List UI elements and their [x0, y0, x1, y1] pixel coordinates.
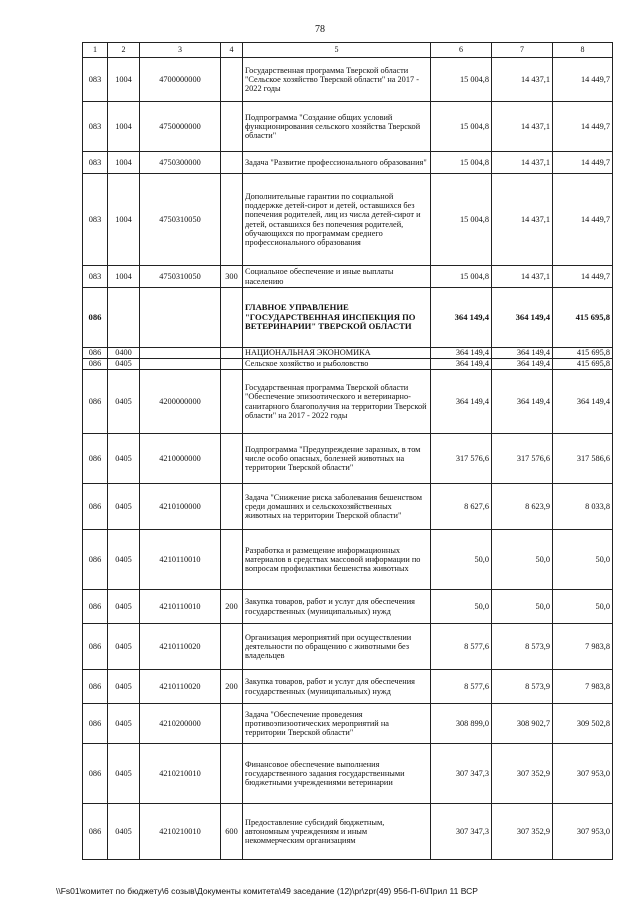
- table-row: [83, 484, 613, 530]
- column-header: 6: [431, 43, 492, 58]
- amount-col8-cell: 7 983,8: [553, 670, 613, 704]
- admin-code-cell: 083: [83, 266, 108, 288]
- section-code-cell: 0405: [108, 744, 140, 804]
- amount-col6-cell: 364 149,4: [431, 288, 492, 348]
- amount-col8-cell: 307 953,0: [553, 744, 613, 804]
- expense-type-cell: 600: [221, 804, 243, 860]
- description-cell: Государственная программа Тверской области "Сельское хозяйство Тверской области" на 2017 - 2022 годы: [243, 58, 431, 102]
- table-row: [83, 288, 613, 348]
- amount-col7-cell: 14 437,1: [492, 174, 553, 266]
- description-cell: Сельское хозяйство и рыболовство: [243, 359, 431, 370]
- description-cell: Задача "Развитие профессионального образования": [243, 152, 431, 174]
- amount-col8-cell: 364 149,4: [553, 370, 613, 434]
- expense-type-cell: [221, 704, 243, 744]
- amount-col6-cell: 8 577,6: [431, 624, 492, 670]
- description-cell: Разработка и размещение информационных материалов в средствах массовой информации по вопросам профилактики бешенства животных: [243, 530, 431, 590]
- target-article-cell: 4210110010: [140, 590, 221, 624]
- target-article-cell: [140, 348, 221, 359]
- amount-col6-cell: 8 577,6: [431, 670, 492, 704]
- amount-col6-cell: 364 149,4: [431, 348, 492, 359]
- target-article-cell: 4210200000: [140, 704, 221, 744]
- expense-type-cell: 200: [221, 670, 243, 704]
- description-cell: Закупка товаров, работ и услуг для обеспечения государственных (муниципальных) нужд: [243, 670, 431, 704]
- amount-col6-cell: 8 627,6: [431, 484, 492, 530]
- expense-type-cell: [221, 348, 243, 359]
- table-row: [83, 590, 613, 624]
- amount-col8-cell: 50,0: [553, 530, 613, 590]
- admin-code-cell: 086: [83, 704, 108, 744]
- amount-col6-cell: 307 347,3: [431, 804, 492, 860]
- section-code-cell: 0405: [108, 804, 140, 860]
- column-header: 4: [221, 43, 243, 58]
- amount-col8-cell: 14 449,7: [553, 174, 613, 266]
- section-code-cell: 0405: [108, 434, 140, 484]
- amount-col6-cell: 364 149,4: [431, 359, 492, 370]
- target-article-cell: 4750310050: [140, 174, 221, 266]
- admin-code-cell: 086: [83, 804, 108, 860]
- amount-col8-cell: 14 449,7: [553, 266, 613, 288]
- target-article-cell: 4210110020: [140, 670, 221, 704]
- section-code-cell: 0405: [108, 670, 140, 704]
- table-row: [83, 804, 613, 860]
- description-cell: Финансовое обеспечение выполнения государственного задания государственными бюджетными учреждениями ветеринарии: [243, 744, 431, 804]
- column-header: 2: [108, 43, 140, 58]
- section-code-cell: 0405: [108, 484, 140, 530]
- table-row: [83, 102, 613, 152]
- expense-type-cell: [221, 152, 243, 174]
- table-row: [83, 624, 613, 670]
- section-code-cell: 1004: [108, 152, 140, 174]
- admin-code-cell: 083: [83, 102, 108, 152]
- target-article-cell: [140, 359, 221, 370]
- admin-code-cell: 083: [83, 174, 108, 266]
- amount-col7-cell: 8 573,9: [492, 670, 553, 704]
- description-cell: Задача "Снижение риска заболевания бешенством среди домашних и сельскохозяйственных животных на территории Тверской области": [243, 484, 431, 530]
- amount-col7-cell: 307 352,9: [492, 744, 553, 804]
- amount-col8-cell: 50,0: [553, 590, 613, 624]
- amount-col7-cell: 50,0: [492, 530, 553, 590]
- amount-col8-cell: 415 695,8: [553, 359, 613, 370]
- description-cell: Подпрограмма "Предупреждение заразных, в том числе особо опасных, болезней животных на территории Тверской области": [243, 434, 431, 484]
- description-cell: Предоставление субсидий бюджетным, автономным учреждениям и иным некоммерческим организациям: [243, 804, 431, 860]
- amount-col7-cell: 14 437,1: [492, 58, 553, 102]
- target-article-cell: 4210210010: [140, 804, 221, 860]
- amount-col7-cell: 364 149,4: [492, 370, 553, 434]
- target-article-cell: 4210110020: [140, 624, 221, 670]
- table-row: [83, 359, 613, 370]
- description-cell: Социальное обеспечение и иные выплаты населению: [243, 266, 431, 288]
- table-row: [83, 174, 613, 266]
- amount-col6-cell: 308 899,0: [431, 704, 492, 744]
- amount-col8-cell: 309 502,8: [553, 704, 613, 744]
- amount-col7-cell: 308 902,7: [492, 704, 553, 744]
- amount-col8-cell: 14 449,7: [553, 58, 613, 102]
- target-article-cell: [140, 288, 221, 348]
- admin-code-cell: 086: [83, 348, 108, 359]
- table-row: [83, 670, 613, 704]
- admin-code-cell: 086: [83, 434, 108, 484]
- target-article-cell: 4210000000: [140, 434, 221, 484]
- section-code-cell: 0400: [108, 348, 140, 359]
- amount-col8-cell: 14 449,7: [553, 152, 613, 174]
- amount-col6-cell: 307 347,3: [431, 744, 492, 804]
- amount-col8-cell: 307 953,0: [553, 804, 613, 860]
- amount-col8-cell: 14 449,7: [553, 102, 613, 152]
- description-cell: НАЦИОНАЛЬНАЯ ЭКОНОМИКА: [243, 348, 431, 359]
- expense-type-cell: [221, 102, 243, 152]
- description-cell: Задача "Обеспечение проведения противоэпизоотических мероприятий на территории Тверской области": [243, 704, 431, 744]
- expense-type-cell: [221, 288, 243, 348]
- table-row: [83, 744, 613, 804]
- expense-type-cell: 300: [221, 266, 243, 288]
- table-row: [83, 348, 613, 359]
- section-code-cell: [108, 288, 140, 348]
- header-row: [83, 43, 613, 58]
- section-code-cell: 1004: [108, 102, 140, 152]
- column-header: 7: [492, 43, 553, 58]
- target-article-cell: 4750300000: [140, 152, 221, 174]
- amount-col7-cell: 14 437,1: [492, 266, 553, 288]
- description-cell: Закупка товаров, работ и услуг для обеспечения государственных (муниципальных) нужд: [243, 590, 431, 624]
- description-cell: Государственная программа Тверской области "Обеспечение эпизоотического и ветеринарно-санитарного благополучия на территории Тверской области" на 2017 - 2022 годы: [243, 370, 431, 434]
- expense-type-cell: [221, 624, 243, 670]
- amount-col6-cell: 15 004,8: [431, 152, 492, 174]
- amount-col7-cell: 364 149,4: [492, 359, 553, 370]
- table-row: [83, 266, 613, 288]
- expense-type-cell: [221, 744, 243, 804]
- expense-type-cell: [221, 484, 243, 530]
- amount-col6-cell: 50,0: [431, 590, 492, 624]
- amount-col6-cell: 15 004,8: [431, 174, 492, 266]
- amount-col7-cell: 8 623,9: [492, 484, 553, 530]
- amount-col6-cell: 364 149,4: [431, 370, 492, 434]
- amount-col7-cell: 364 149,4: [492, 288, 553, 348]
- section-code-cell: 1004: [108, 58, 140, 102]
- section-code-cell: 0405: [108, 530, 140, 590]
- description-cell: Организация мероприятий при осуществлении деятельности по обращению с животными без владельцев: [243, 624, 431, 670]
- section-code-cell: 0405: [108, 704, 140, 744]
- description-cell: ГЛАВНОЕ УПРАВЛЕНИЕ "ГОСУДАРСТВЕННАЯ ИНСПЕКЦИЯ ПО ВЕТЕРИНАРИИ" ТВЕРСКОЙ ОБЛАСТИ: [243, 288, 431, 348]
- description-cell: Дополнительные гарантии по социальной поддержке детей-сирот и детей, оставшихся без попечения родителей, лиц из числа детей-сирот и детей, оставшихся без попечения родителей, обучающихся по программам среднего профессионального образования: [243, 174, 431, 266]
- target-article-cell: 4210110010: [140, 530, 221, 590]
- amount-col7-cell: 317 576,6: [492, 434, 553, 484]
- admin-code-cell: 086: [83, 370, 108, 434]
- amount-col6-cell: 317 576,6: [431, 434, 492, 484]
- target-article-cell: 4210100000: [140, 484, 221, 530]
- section-code-cell: 0405: [108, 624, 140, 670]
- table-row: [83, 152, 613, 174]
- expense-type-cell: [221, 530, 243, 590]
- admin-code-cell: 086: [83, 359, 108, 370]
- expense-type-cell: [221, 370, 243, 434]
- footer-file-path: \\Fs01\комитет по бюджету\6 созыв\Документы комитета\49 заседание (12)\pr\zpr(49) 956-П-6\Прил 11 ВСР: [56, 886, 478, 896]
- target-article-cell: 4750000000: [140, 102, 221, 152]
- column-header: 3: [140, 43, 221, 58]
- admin-code-cell: 086: [83, 744, 108, 804]
- column-header: 1: [83, 43, 108, 58]
- expense-type-cell: [221, 174, 243, 266]
- admin-code-cell: 086: [83, 670, 108, 704]
- amount-col8-cell: 317 586,6: [553, 434, 613, 484]
- amount-col6-cell: 15 004,8: [431, 102, 492, 152]
- amount-col6-cell: 15 004,8: [431, 266, 492, 288]
- amount-col7-cell: 14 437,1: [492, 152, 553, 174]
- description-cell: Подпрограмма "Создание общих условий функционирования сельского хозяйства Тверской области": [243, 102, 431, 152]
- target-article-cell: 4750310050: [140, 266, 221, 288]
- expense-type-cell: [221, 359, 243, 370]
- expense-type-cell: 200: [221, 590, 243, 624]
- amount-col8-cell: 415 695,8: [553, 348, 613, 359]
- table-row: [83, 530, 613, 590]
- admin-code-cell: 083: [83, 152, 108, 174]
- section-code-cell: 0405: [108, 370, 140, 434]
- admin-code-cell: 083: [83, 58, 108, 102]
- admin-code-cell: 086: [83, 624, 108, 670]
- amount-col8-cell: 8 033,8: [553, 484, 613, 530]
- amount-col6-cell: 50,0: [431, 530, 492, 590]
- section-code-cell: 0405: [108, 590, 140, 624]
- section-code-cell: 0405: [108, 359, 140, 370]
- amount-col7-cell: 307 352,9: [492, 804, 553, 860]
- admin-code-cell: 086: [83, 484, 108, 530]
- admin-code-cell: 086: [83, 288, 108, 348]
- target-article-cell: 4700000000: [140, 58, 221, 102]
- table-row: [83, 58, 613, 102]
- expense-type-cell: [221, 434, 243, 484]
- target-article-cell: 4210210010: [140, 744, 221, 804]
- admin-code-cell: 086: [83, 530, 108, 590]
- table-row: [83, 370, 613, 434]
- target-article-cell: 4200000000: [140, 370, 221, 434]
- page-number: 78: [315, 24, 325, 35]
- table-row: [83, 704, 613, 744]
- amount-col7-cell: 50,0: [492, 590, 553, 624]
- expense-type-cell: [221, 58, 243, 102]
- admin-code-cell: 086: [83, 590, 108, 624]
- amount-col7-cell: 364 149,4: [492, 348, 553, 359]
- section-code-cell: 1004: [108, 266, 140, 288]
- table-row: [83, 434, 613, 484]
- column-header: 8: [553, 43, 613, 58]
- amount-col8-cell: 415 695,8: [553, 288, 613, 348]
- amount-col7-cell: 8 573,9: [492, 624, 553, 670]
- budget-table: [82, 42, 613, 860]
- amount-col7-cell: 14 437,1: [492, 102, 553, 152]
- column-header: 5: [243, 43, 431, 58]
- section-code-cell: 1004: [108, 174, 140, 266]
- amount-col8-cell: 7 983,8: [553, 624, 613, 670]
- amount-col6-cell: 15 004,8: [431, 58, 492, 102]
